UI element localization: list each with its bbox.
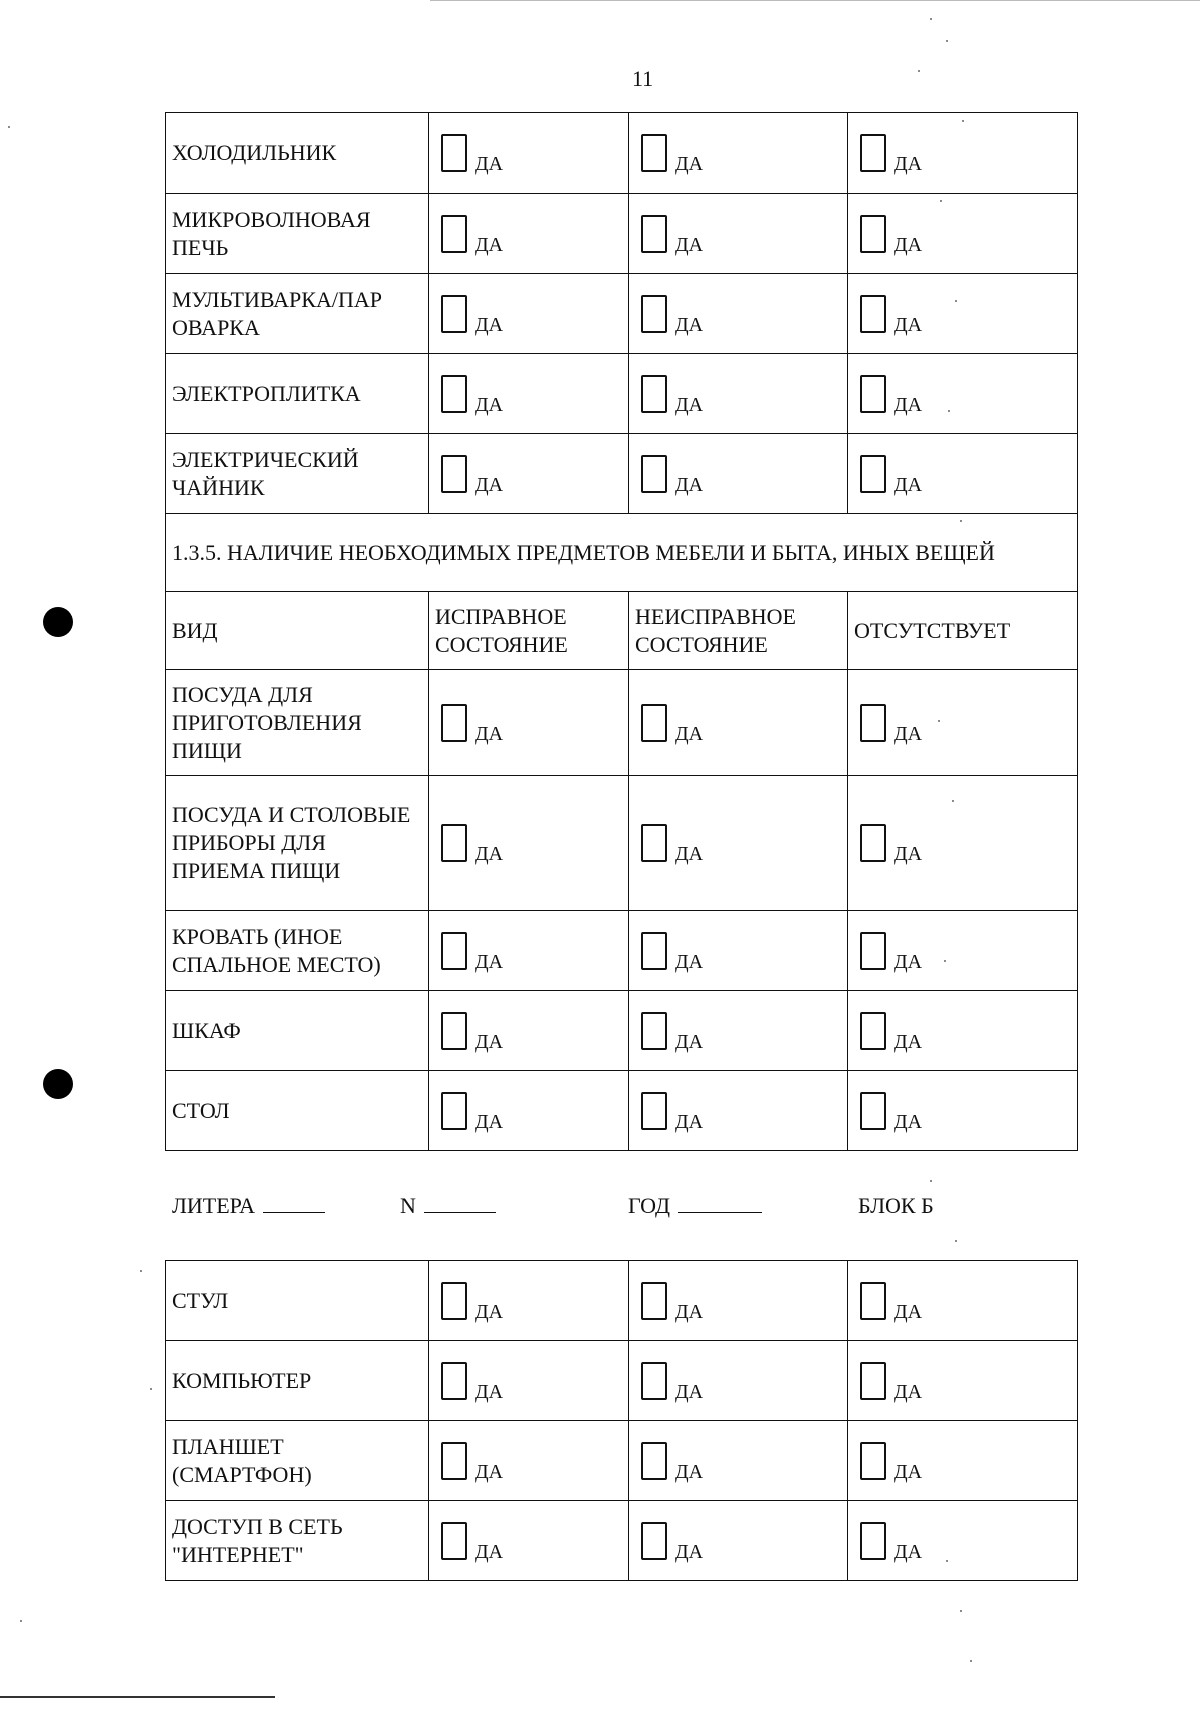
row-label: ЭЛЕКТРИЧЕСКИЙ ЧАЙНИК — [166, 434, 429, 514]
checkbox[interactable] — [860, 375, 886, 413]
option-cell — [429, 194, 629, 274]
checkbox[interactable] — [441, 134, 467, 172]
option-cell — [629, 1071, 848, 1151]
table-row — [166, 194, 1078, 274]
row-label: МУЛЬТИВАРКА/ПАР ОВАРКА — [166, 274, 429, 354]
column-header: ОТСУТСТВУЕТ — [848, 592, 1078, 670]
checkbox-label: ДА — [675, 233, 704, 256]
number-field — [400, 1192, 496, 1220]
checkbox-label: ДА — [675, 153, 704, 175]
checkbox-label: ДА — [475, 843, 504, 865]
checkbox-label: ДА — [675, 722, 704, 745]
checkbox-label: ДА — [894, 1540, 923, 1563]
option-cell — [629, 1341, 848, 1421]
table-row — [166, 113, 1078, 194]
checkbox[interactable] — [441, 455, 467, 493]
option-cell — [429, 274, 629, 354]
option-cell — [429, 991, 629, 1071]
table-row — [166, 1341, 1078, 1421]
table-row — [166, 354, 1078, 434]
number-blank[interactable] — [424, 1192, 496, 1213]
option-cell — [629, 194, 848, 274]
table-row — [166, 670, 1078, 776]
row-label: ПЛАНШЕТ (СМАРТФОН) — [166, 1421, 429, 1501]
option-cell — [848, 113, 1078, 194]
checkbox[interactable] — [641, 1092, 667, 1130]
option-cell — [629, 1501, 848, 1581]
option-cell — [848, 911, 1078, 991]
option-cell — [629, 776, 848, 911]
row-label: ШКАФ — [166, 991, 429, 1071]
row-label: КОМПЬЮТЕР — [166, 1341, 429, 1421]
checkbox-label: ДА — [475, 1110, 504, 1133]
checkbox-label: ДА — [475, 722, 504, 745]
checkbox-label: ДА — [675, 1300, 704, 1323]
row-label: ПОСУДА И СТОЛОВЫЕ ПРИБОРЫ ДЛЯ ПРИЕМА ПИЩИ — [166, 776, 429, 911]
litera-field — [172, 1192, 325, 1220]
table-row — [166, 1071, 1078, 1151]
checkbox-label: ДА — [894, 153, 923, 175]
table-row — [166, 991, 1078, 1071]
option-cell — [629, 991, 848, 1071]
option-cell — [429, 434, 629, 514]
checkbox-label: ДА — [894, 950, 923, 973]
checkbox-label: ДА — [894, 1030, 923, 1053]
table-row — [166, 1501, 1078, 1581]
section-title: 1.3.5. НАЛИЧИЕ НЕОБХОДИМЫХ ПРЕДМЕТОВ МЕБЕЛИ И БЫТА, ИНЫХ ВЕЩЕЙ — [166, 514, 1078, 592]
checkbox-label: ДА — [675, 473, 704, 496]
row-label: МИКРОВОЛНОВАЯ ПЕЧЬ — [166, 194, 429, 274]
checkbox-label: ДА — [675, 313, 704, 336]
row-label: ЭЛЕКТРОПЛИТКА — [166, 354, 429, 434]
table-row — [166, 1421, 1078, 1501]
row-label: ХОЛОДИЛЬНИК — [166, 113, 429, 194]
header-row — [166, 592, 1078, 670]
checkbox[interactable] — [860, 932, 886, 970]
checkbox[interactable] — [860, 824, 886, 862]
checkbox[interactable] — [860, 295, 886, 333]
checkbox[interactable] — [641, 295, 667, 333]
option-cell — [629, 670, 848, 776]
option-cell — [848, 1261, 1078, 1341]
punch-hole-top — [43, 607, 73, 637]
checkbox-label: ДА — [675, 1460, 704, 1483]
row-label: ПОСУДА ДЛЯ ПРИГОТОВЛЕНИЯ ПИЩИ — [166, 670, 429, 776]
table-row — [166, 911, 1078, 991]
option-cell — [848, 1501, 1078, 1581]
option-cell — [848, 991, 1078, 1071]
option-cell — [429, 1501, 629, 1581]
option-cell — [429, 670, 629, 776]
checkbox-label: ДА — [475, 313, 504, 336]
option-cell — [848, 776, 1078, 911]
section-row — [166, 514, 1078, 592]
checkbox-label: ДА — [475, 233, 504, 256]
option-cell — [848, 1341, 1078, 1421]
checkbox-label: ДА — [475, 950, 504, 973]
option-cell — [848, 274, 1078, 354]
checkbox-label: ДА — [894, 843, 923, 865]
checkbox-label: ДА — [894, 722, 923, 745]
checkbox-label: ДА — [675, 1380, 704, 1403]
option-cell — [848, 1071, 1078, 1151]
checkbox[interactable] — [860, 1362, 886, 1400]
option-cell — [848, 434, 1078, 514]
option-cell — [629, 113, 848, 194]
checkbox[interactable] — [641, 1522, 667, 1560]
litera-label: ЛИТЕРА — [172, 1193, 255, 1218]
checkbox-label: ДА — [675, 393, 704, 416]
checkbox-label: ДА — [894, 233, 923, 256]
option-cell — [429, 1071, 629, 1151]
checkbox[interactable] — [441, 1092, 467, 1130]
column-header: ИСПРАВНОЕ СОСТОЯНИЕ — [429, 592, 629, 670]
table-row — [166, 1261, 1078, 1341]
block-label: БЛОК Б — [858, 1193, 934, 1218]
litera-blank[interactable] — [263, 1192, 325, 1213]
option-cell — [429, 776, 629, 911]
column-header: ВИД — [166, 592, 429, 670]
option-cell — [429, 113, 629, 194]
year-blank[interactable] — [678, 1192, 762, 1213]
checkbox[interactable] — [441, 1362, 467, 1400]
checkbox-label: ДА — [475, 1300, 504, 1323]
row-label: КРОВАТЬ (ИНОЕ СПАЛЬНОЕ МЕСТО) — [166, 911, 429, 991]
checkbox[interactable] — [860, 215, 886, 253]
checkbox[interactable] — [641, 134, 667, 172]
checkbox[interactable] — [441, 1012, 467, 1050]
checkbox[interactable] — [860, 1092, 886, 1130]
checkbox[interactable] — [441, 295, 467, 333]
checkbox[interactable] — [860, 134, 886, 172]
checkbox[interactable] — [641, 455, 667, 493]
checkbox-label: ДА — [475, 1380, 504, 1403]
option-cell — [629, 434, 848, 514]
checkbox-label: ДА — [475, 473, 504, 496]
checkbox-label: ДА — [475, 1540, 504, 1563]
checkbox-label: ДА — [894, 1300, 923, 1323]
checkbox-label: ДА — [675, 950, 704, 973]
row-label: СТОЛ — [166, 1071, 429, 1151]
checkbox[interactable] — [641, 1362, 667, 1400]
row-label: ДОСТУП В СЕТЬ "ИНТЕРНЕТ" — [166, 1501, 429, 1581]
checkbox[interactable] — [860, 455, 886, 493]
option-cell — [848, 670, 1078, 776]
page-number: 11 — [632, 66, 654, 91]
row-label: СТУЛ — [166, 1261, 429, 1341]
checkbox[interactable] — [641, 1282, 667, 1320]
checkbox[interactable] — [441, 1282, 467, 1320]
checkbox[interactable] — [641, 932, 667, 970]
option-cell — [629, 1421, 848, 1501]
checkbox[interactable] — [441, 932, 467, 970]
checkbox[interactable] — [641, 1442, 667, 1480]
checkbox-label: ДА — [675, 1030, 704, 1053]
option-cell — [429, 911, 629, 991]
checkbox-label: ДА — [894, 1460, 923, 1483]
checkbox[interactable] — [441, 215, 467, 253]
option-cell — [429, 1261, 629, 1341]
checkbox[interactable] — [641, 375, 667, 413]
checkbox-label: ДА — [894, 313, 923, 336]
checkbox[interactable] — [441, 704, 467, 742]
punch-hole-bottom — [43, 1069, 73, 1099]
checkbox-label: ДА — [475, 1030, 504, 1053]
checkbox-label: ДА — [894, 1380, 923, 1403]
checkbox[interactable] — [641, 704, 667, 742]
checkbox-label: ДА — [675, 1540, 704, 1563]
checkbox[interactable] — [860, 704, 886, 742]
checkbox-label: ДА — [894, 393, 923, 416]
option-cell — [848, 194, 1078, 274]
checkbox[interactable] — [441, 1442, 467, 1480]
option-cell — [848, 1421, 1078, 1501]
appliances-furniture-table — [165, 112, 1078, 1151]
checkbox-label: ДА — [675, 843, 704, 865]
number-label: N — [400, 1193, 416, 1218]
checkbox-label: ДА — [675, 1110, 704, 1133]
checkbox-label: ДА — [894, 473, 923, 496]
devices-table — [165, 1260, 1078, 1581]
option-cell — [629, 274, 848, 354]
option-cell — [629, 354, 848, 434]
scan-bottom-line — [0, 1696, 275, 1698]
checkbox[interactable] — [860, 1522, 886, 1560]
checkbox[interactable] — [441, 1522, 467, 1560]
option-cell — [429, 1341, 629, 1421]
checkbox[interactable] — [860, 1282, 886, 1320]
column-header: НЕИСПРАВНОЕ СОСТОЯНИЕ — [629, 592, 848, 670]
table-row — [166, 776, 1078, 911]
checkbox[interactable] — [641, 215, 667, 253]
checkbox-label: ДА — [475, 393, 504, 416]
checkbox-label: ДА — [894, 1110, 923, 1133]
option-cell — [629, 1261, 848, 1341]
checkbox[interactable] — [641, 824, 667, 862]
option-cell — [629, 911, 848, 991]
year-label: ГОД — [628, 1193, 670, 1218]
checkbox[interactable] — [441, 375, 467, 413]
checkbox[interactable] — [641, 1012, 667, 1050]
option-cell — [429, 1421, 629, 1501]
checkbox[interactable] — [860, 1442, 886, 1480]
checkbox[interactable] — [860, 1012, 886, 1050]
checkbox-label: ДА — [475, 1460, 504, 1483]
table-row — [166, 274, 1078, 354]
checkbox-label: ДА — [475, 153, 504, 175]
year-field — [628, 1192, 762, 1220]
scan-top-line — [430, 0, 1200, 1]
option-cell — [848, 354, 1078, 434]
checkbox[interactable] — [441, 824, 467, 862]
table-row — [166, 434, 1078, 514]
option-cell — [429, 354, 629, 434]
